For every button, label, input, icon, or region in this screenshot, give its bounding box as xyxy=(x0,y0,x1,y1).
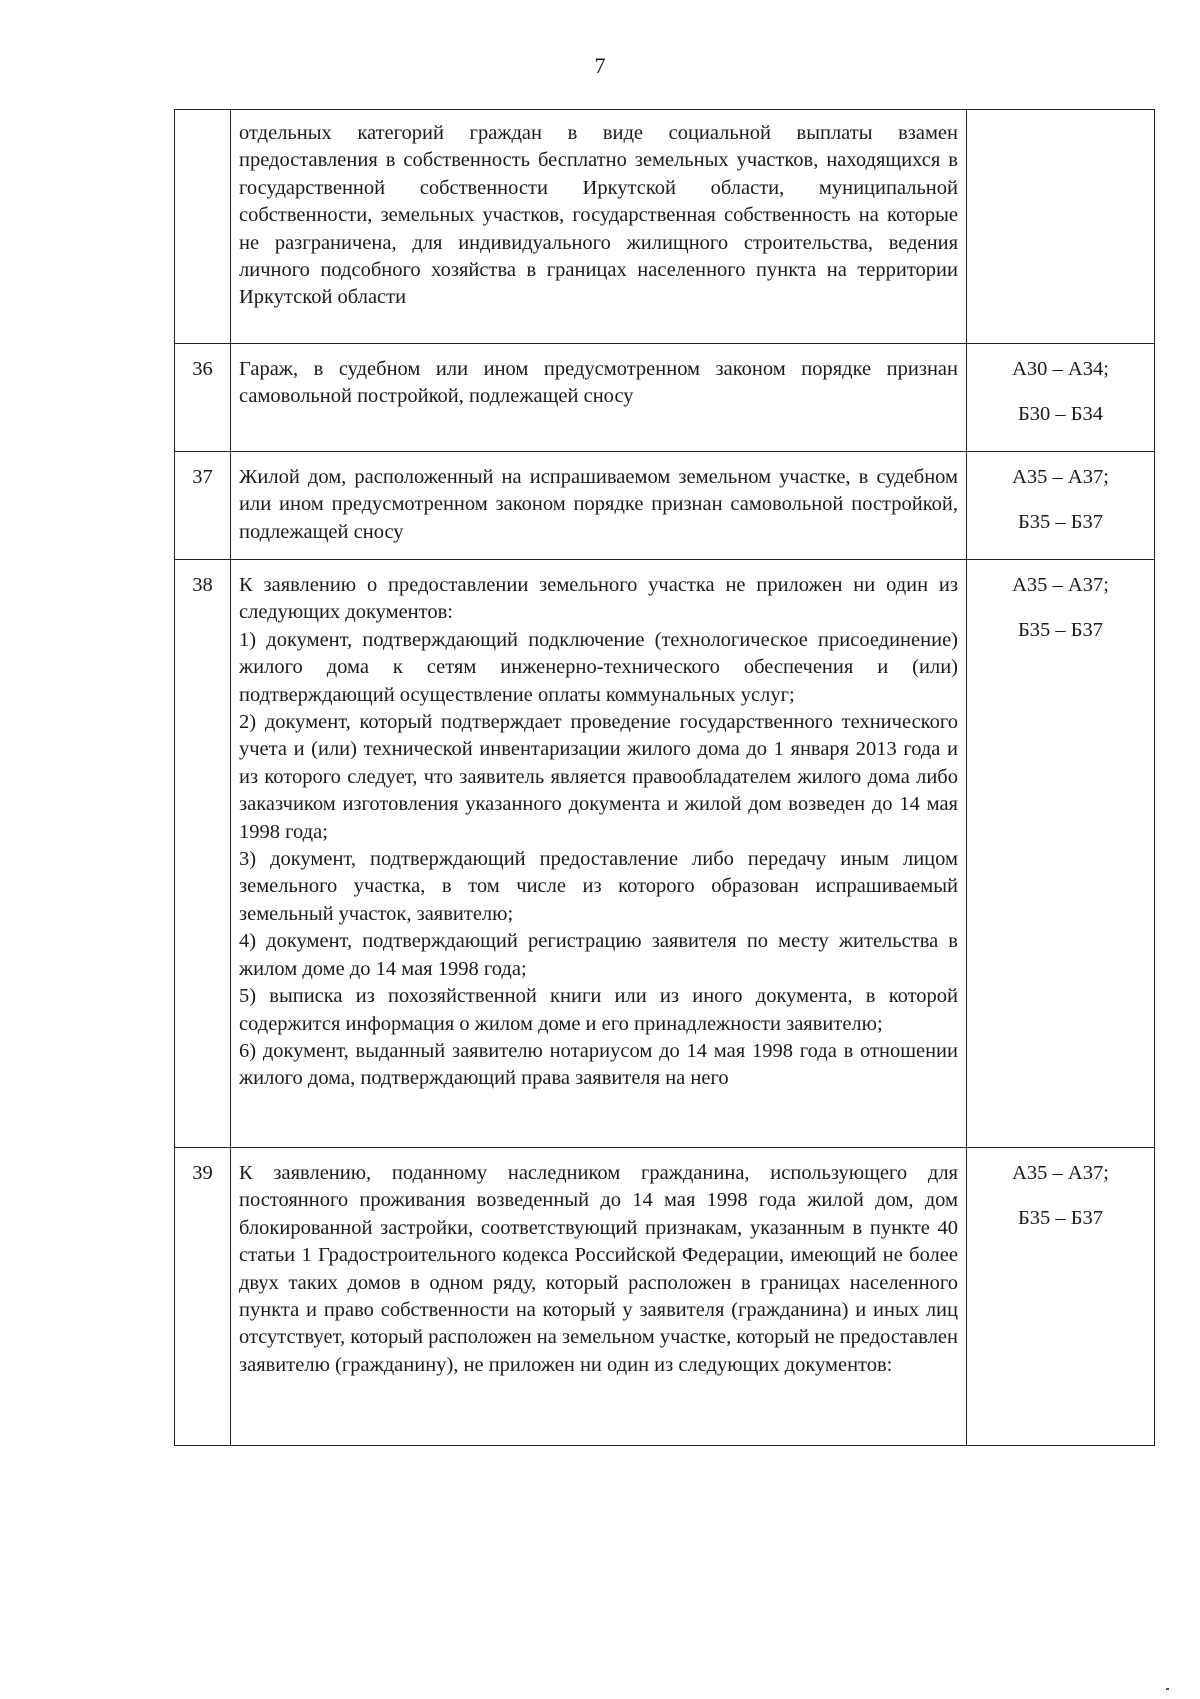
grounds-table xyxy=(174,109,1155,1446)
list-item: 5) выписка из похозяйственной книги или из иного документа, в которой содержится информация о жилом доме и его принадлежности заявителю; xyxy=(239,985,958,1035)
code-b: Б35 – Б37 xyxy=(1017,619,1104,641)
table-row-38 xyxy=(175,560,1155,1148)
list-item: 3) документ, подтверждающий предоставление либо передачу иным лицом земельного участка, в том числе из которого образован испрашиваемый земельный участок, заявителю; xyxy=(239,848,958,925)
table-row-continuation xyxy=(175,110,1155,344)
code-b: Б35 – Б37 xyxy=(1017,1207,1104,1229)
row-codes xyxy=(967,560,1155,1148)
row-number: 39 xyxy=(175,1148,231,1446)
row-number-cell xyxy=(175,110,231,344)
row-codes xyxy=(967,344,1155,452)
code-b: Б30 – Б34 xyxy=(1017,403,1104,425)
row-description xyxy=(231,560,967,1148)
row-37-text: Жилой дом, расположенный на испрашиваемом земельном участке, в судебном или ином предусмотренном законом порядке признан самовольной постройкой, подлежащей сносу xyxy=(239,466,958,543)
row-number: 36 xyxy=(175,344,231,452)
code-b: Б35 – Б37 xyxy=(1017,511,1104,533)
list-item: 1) документ, подтверждающий подключение (технологическое присоединение) жилого дома к сетям инженерно-технического обеспечения и (или) подтверждающий осуществление оплаты коммунальных услуг; xyxy=(239,628,958,706)
page-number: 7 xyxy=(594,53,606,78)
table-row-36 xyxy=(175,344,1155,452)
row-codes xyxy=(967,1148,1155,1446)
list-item: 4) документ, подтверждающий регистрацию заявителя по месту жительства в жилом доме до 14 мая 1998 года; xyxy=(239,930,958,980)
row-39-text: К заявлению, поданному наследником гражданина, использующего для постоянного проживания возведенный до 14 мая 1998 года жилой дом, дом блокированной застройки, соответствующий признакам, указанным в пункте 40 статьи 1 Градостроительного кодекса Российской Федерации, имеющий не более двух таких домов в одном ряду, который расположен в границах населенного пункта и право собственности на который у заявителя (гражданина) и иных лиц отсутствует, который расположен на земельном участке, который не предоставлен заявителю (гражданину), не приложен ни один из следующих документов: xyxy=(239,1162,958,1376)
row-description xyxy=(231,344,967,452)
row-number: 38 xyxy=(175,560,231,1148)
code-a: А35 – А37; xyxy=(1012,1162,1109,1184)
row-description xyxy=(231,1148,967,1446)
table-row-37 xyxy=(175,452,1155,560)
row-36-text: Гараж, в судебном или ином предусмотренном законом порядке признан самовольной постройкой, подлежащей сносу xyxy=(239,358,958,408)
row-codes xyxy=(967,452,1155,560)
code-a: А35 – А37; xyxy=(1012,466,1109,488)
table-row-39 xyxy=(175,1148,1155,1446)
code-a: А30 – А34; xyxy=(1012,358,1109,380)
row-number: 37 xyxy=(175,452,231,560)
row-codes-cell xyxy=(967,110,1155,344)
row-38-intro: К заявлению о предоставлении земельного участка не приложен ни один из следующих документов: xyxy=(239,574,958,624)
scan-artifact xyxy=(1166,1688,1169,1690)
list-item: 6) документ, выданный заявителю нотариусом до 14 мая 1998 года в отношении жилого дома, подтверждающий права заявителя на него xyxy=(239,1039,958,1090)
continuation-text: отдельных категорий граждан в виде социальной выплаты взамен предоставления в собственность бесплатно земельных участков, находящихся в государственной собственности Иркутской области, муниципальной собственности, земельных участков, государственная собственность на которые не разграничена, для индивидуального жилищного строительства, ведения личного подсобного хозяйства в границах населенного пункта на территории Иркутской области xyxy=(239,122,958,309)
code-a: А35 – А37; xyxy=(1012,574,1109,596)
row-description xyxy=(231,452,967,560)
list-item: 2) документ, который подтверждает проведение государственного технического учета и (или) технической инвентаризации жилого дома до 1 января 2013 года и из которого следует, что заявитель является правообладателем жилого дома либо заказчиком изготовления указанного документа и жилой дом возведен до 14 мая 1998 года; xyxy=(239,711,958,843)
row-description xyxy=(231,110,967,344)
